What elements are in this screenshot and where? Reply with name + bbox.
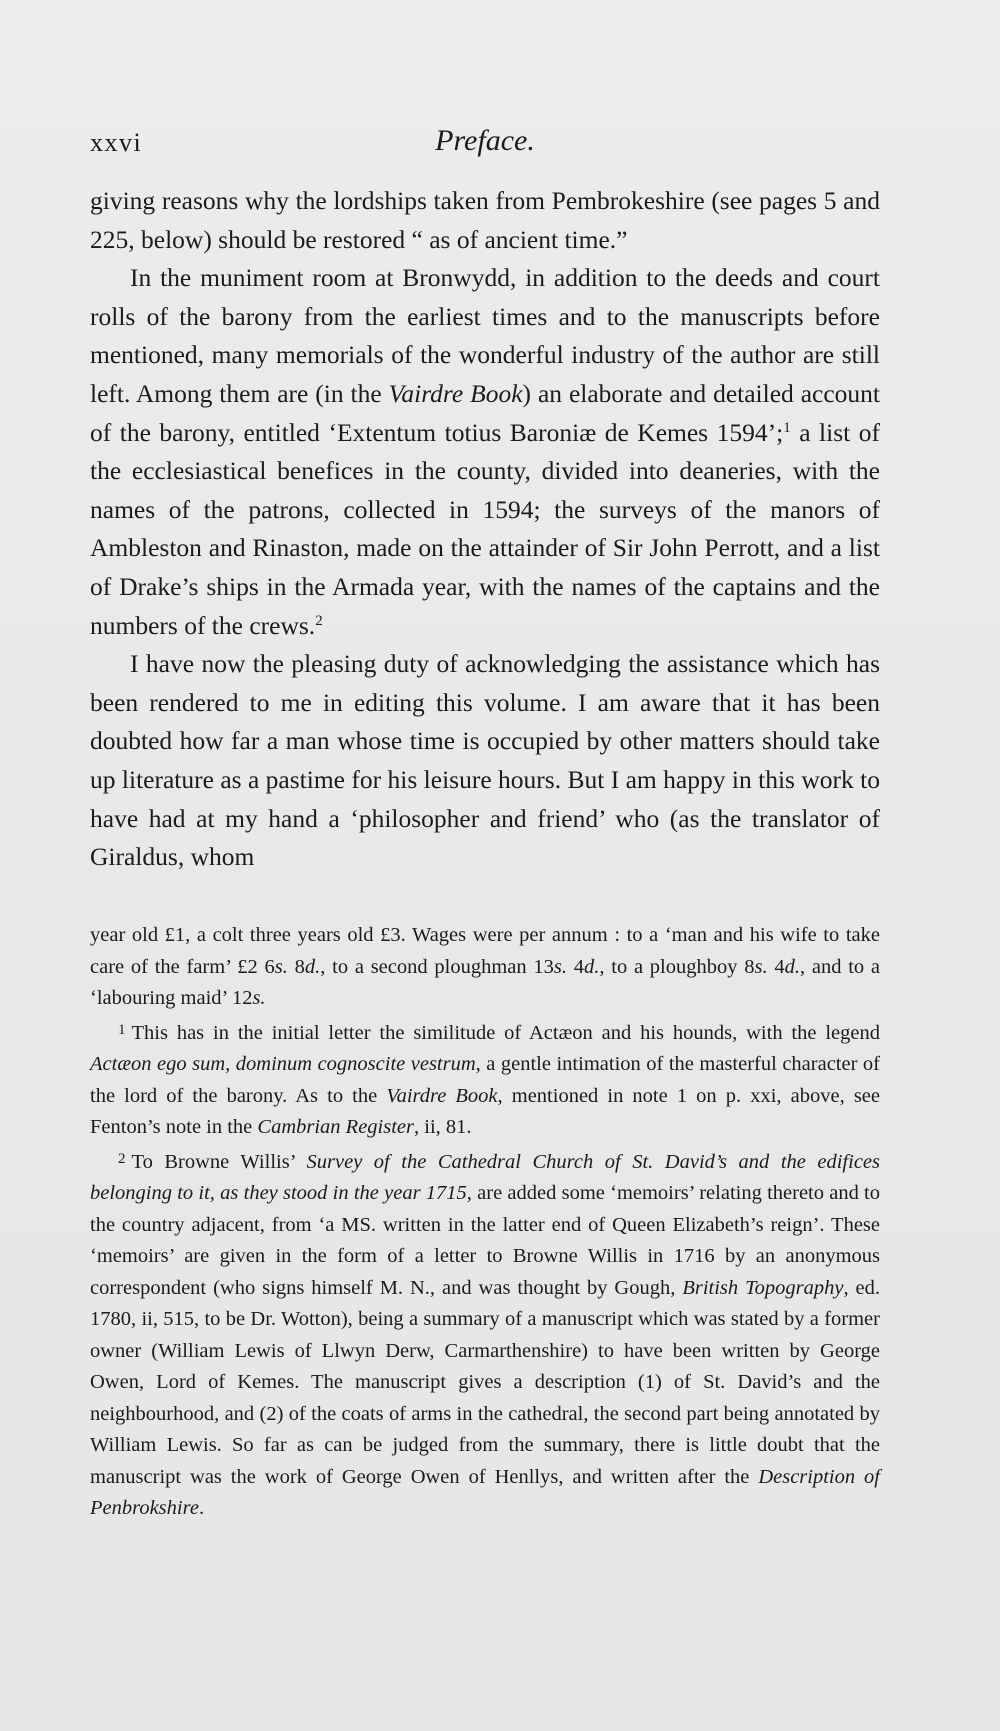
description-title: Description of Penbrokshire	[90, 1465, 880, 1519]
shillings-abbrev: s.	[274, 955, 288, 978]
latin-legend: Actæon ego sum, dominum cognoscite vestrum	[90, 1053, 476, 1075]
shillings-abbrev: s.	[553, 955, 567, 978]
vairdre-book-title: Vairdre Book	[388, 378, 523, 408]
shillings-abbrev: s.	[754, 955, 768, 978]
footnote-text: , to a second ploughman 13	[320, 955, 554, 978]
paragraph-text: ) an elaborate and detailed account of the barony, entitled ‘Extentum totius Baroniæ de Kemes 1594’;	[90, 378, 880, 447]
footnote-text: , mentioned in note 1 on p. xxi, above, see Fenton’s note in the	[90, 1084, 880, 1138]
pence-abbrev: d.	[304, 955, 321, 978]
survey-title: Survey of the Cathedral Church of St. David’s and the edifices belonging to it, as they stood in the year 1715	[90, 1150, 880, 1204]
footnote-text: , are added some ‘memoirs’ relating thereto and to the country adjacent, from ‘a MS. written in the latter end of Queen Elizabeth’s reign’. These ‘memoirs’ are given in the form of a letter to Browne Willis in 1716 by an anonymous correspondent (who signs himself M. N., and was thought by Gough,	[90, 1182, 880, 1299]
footnote-text: , and to a ‘labouring maid’ 12	[90, 955, 881, 1009]
footnote-text: 8	[287, 955, 305, 978]
paragraph-text: In the muniment room at Bronwydd, in addition to the deeds and court rolls of the barony from the earliest times and to the manuscripts before mentioned, many memorials of the wonderful industry of the author are still left. Among them are (in the	[90, 263, 880, 408]
page-header	[90, 124, 880, 164]
footnote-reference: 2	[315, 612, 323, 629]
footnote-continuation	[90, 920, 880, 1015]
footnote-text: , to a ploughboy 8	[599, 955, 755, 978]
footnote-marker: 1	[118, 1021, 126, 1038]
paragraph-muniment-room	[90, 259, 880, 645]
main-text	[90, 182, 880, 877]
footnote-text: .	[198, 1497, 205, 1519]
paragraph-continuation: giving reasons why the lordships taken from Pembrokeshire (see pages 5 and 225, below) should be restored “ as of ancient time.”	[90, 186, 880, 254]
shillings-abbrev: s.	[252, 987, 266, 1009]
footnote-text: , a gentle intimation of the masterful character of the lord of the barony. As to the	[90, 1053, 880, 1107]
cambrian-register-title: Cambrian Register	[257, 1116, 414, 1138]
footnote-text: To Browne Willis’	[131, 1150, 307, 1173]
footnote-text: 4	[767, 955, 785, 978]
footnote-text: This has in the initial letter the similitude of Actæon and his hounds, with the legend	[131, 1021, 880, 1044]
footnote-text: , ii, 81.	[414, 1116, 472, 1138]
running-title: Preface.	[435, 124, 535, 157]
paragraph-text: a list of the ecclesiastical benefices in the county, divided into deaneries, with the names of the patrons, collected in 1594; the surveys of the manors of Ambleston and Rinaston, made on the attainder of Sir John Perrott, and a list of Drake’s ships in the Armada year, with the names of the captains and the numbers of the crews.	[90, 417, 880, 640]
footnote-1	[90, 1015, 880, 1144]
footnote-reference: 1	[783, 419, 791, 436]
pence-abbrev: d.	[584, 955, 600, 978]
footnote-2	[90, 1144, 880, 1525]
british-topography-title: British Topography	[682, 1276, 844, 1299]
vairdre-book-title: Vairdre Book	[386, 1084, 498, 1107]
footnote-marker: 2	[118, 1150, 126, 1167]
footnote-text: 4	[566, 955, 584, 978]
footnote-text: year old £1, a colt three years old £3. Wages were per annum : to a ‘man and his wife to take care of the farm’ £2 6	[90, 924, 880, 978]
footnote-text: , ed. 1780, ii, 515, to be Dr. Wotton), being a summary of a manuscript which was stated by a former owner (William Lewis of Llwyn Derw, Carmarthenshire) to have been written by George Owen, Lord of Kemes. The manuscript gives a description (1) of St. David’s and the neighbourhood, and (2) of the coats of arms in the cathedral, the second part being annotated by William Lewis. So far as can be judged from the summary, there is little doubt that the manuscript was the work of George Owen of Henllys, and written after the	[90, 1276, 880, 1488]
page-number: xxvi	[90, 128, 143, 157]
pence-abbrev: d.	[784, 955, 800, 978]
paragraph-acknowledgement: I have now the pleasing duty of acknowledging the assistance which has been rendered to me in editing this volume. I am aware that it has been doubted how far a man whose time is occupied by other matters should take up literature as a pastime for his leisure hours. But I am happy in this work to have had at my hand a ‘philosopher and friend’ who (as the translator of Giraldus, whom	[90, 649, 880, 872]
footnotes	[90, 920, 880, 1525]
